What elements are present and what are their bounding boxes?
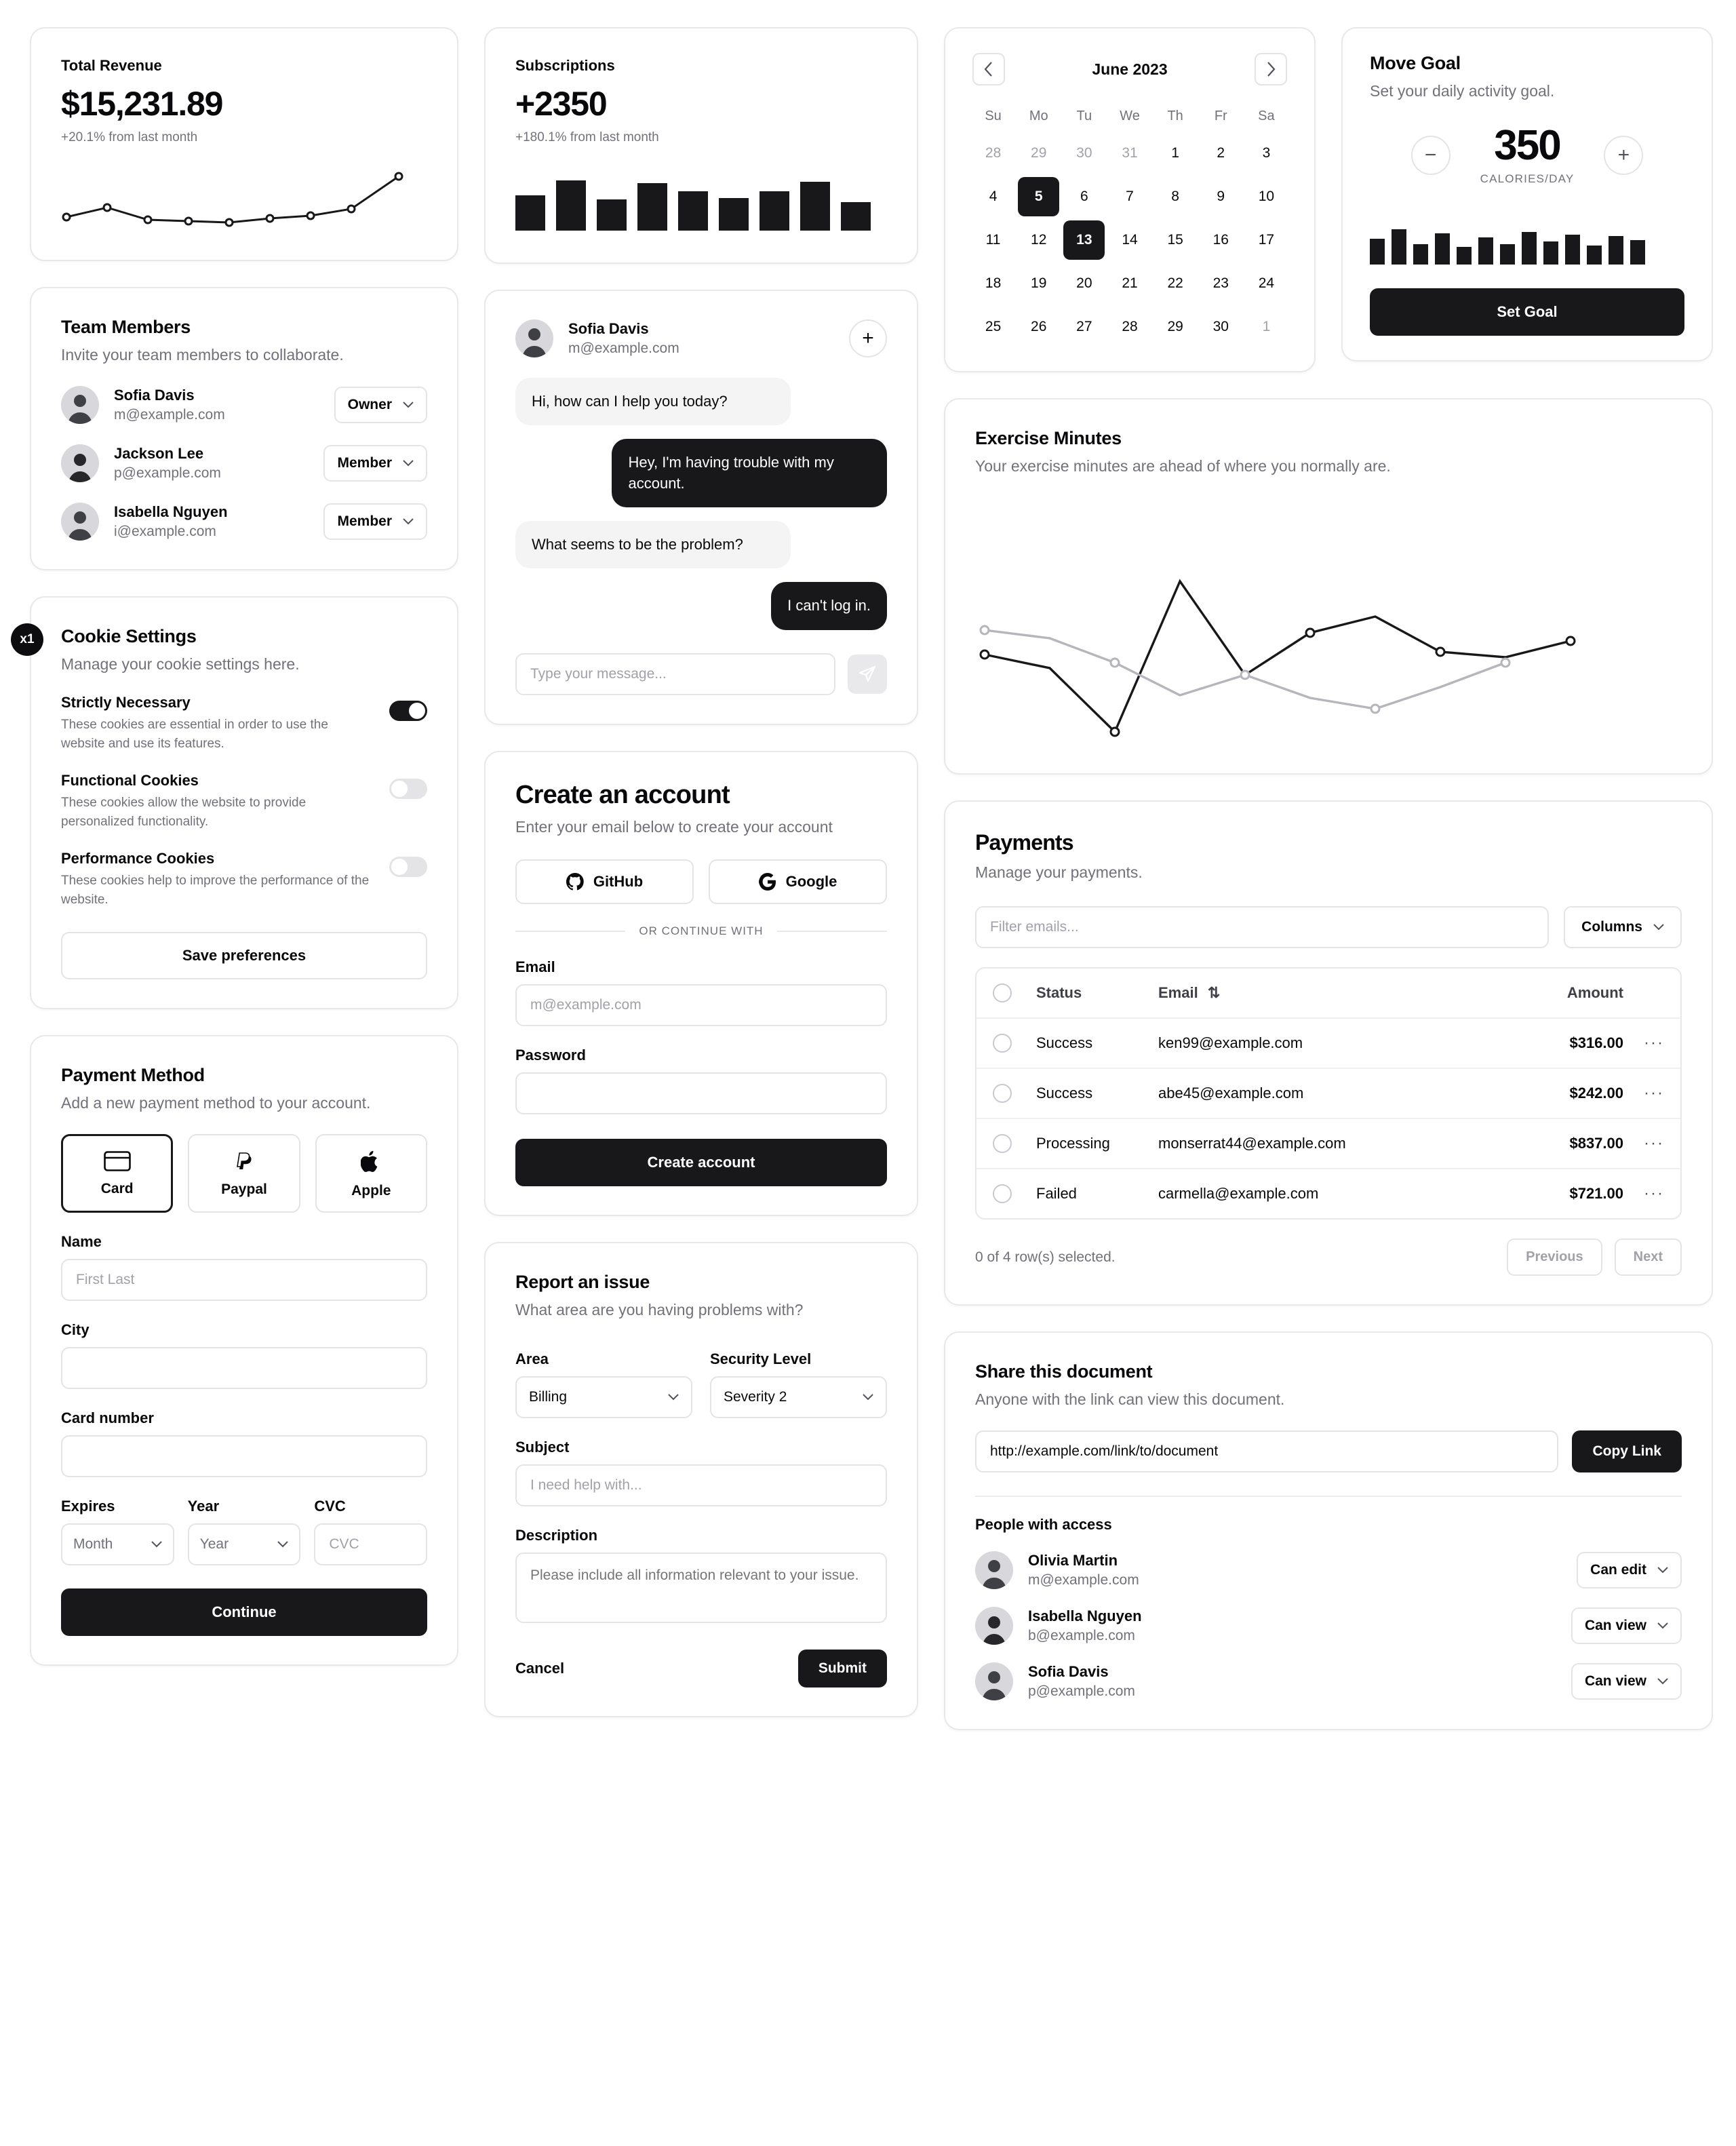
- divider: [975, 1496, 1682, 1497]
- row-email: monserrat44@example.com: [1158, 1135, 1346, 1152]
- security-level-label: Security Level: [710, 1350, 812, 1367]
- calendar-day[interactable]: 30: [1212, 319, 1229, 334]
- card-number-input[interactable]: [61, 1435, 427, 1477]
- subscriptions-delta: +180.1% from last month: [515, 130, 659, 144]
- copy-link-button[interactable]: Copy Link: [1572, 1430, 1682, 1472]
- calendar-day[interactable]: 14: [1122, 232, 1138, 248]
- new-chat-button[interactable]: +: [849, 319, 887, 357]
- calendar-day[interactable]: 4: [989, 189, 998, 204]
- payment-option-card[interactable]: [61, 1134, 173, 1213]
- cookie-toggle-performance[interactable]: [389, 857, 427, 877]
- avatar: [61, 386, 99, 424]
- row-checkbox[interactable]: [993, 1084, 1012, 1103]
- cookie-subtitle: Manage your cookie settings here.: [61, 655, 300, 674]
- calendar-day[interactable]: 1: [1262, 319, 1271, 334]
- member-role-value: Owner: [347, 397, 392, 413]
- cookie-option-desc: These cookies are essential in order to use the website and use its features.: [61, 718, 328, 751]
- expires-year-select[interactable]: [188, 1523, 301, 1565]
- subscriptions-value: +2350: [515, 85, 607, 123]
- payment-option-apple[interactable]: [315, 1134, 427, 1213]
- oauth-buttons: [515, 859, 887, 904]
- chat-message: Hi, how can I help you today?: [515, 378, 791, 425]
- row-amount: $316.00: [1569, 1034, 1623, 1052]
- sort-icon: ⇅: [1207, 984, 1221, 1002]
- chevron-down-icon: [1657, 1567, 1668, 1574]
- cookie-toggle-strictly-necessary[interactable]: [389, 701, 427, 721]
- row-menu-icon[interactable]: ···: [1644, 1134, 1664, 1153]
- row-email: ken99@example.com: [1158, 1034, 1303, 1052]
- subscriptions-card: [484, 27, 918, 264]
- avatar: [61, 444, 99, 482]
- subject-label: Subject: [515, 1438, 570, 1456]
- google-login-label: Google: [785, 872, 837, 890]
- row-status: Success: [1036, 1085, 1093, 1102]
- avatar: [975, 1662, 1013, 1700]
- calendar-day[interactable]: 19: [1031, 275, 1047, 291]
- calendar-day[interactable]: 24: [1258, 275, 1275, 291]
- name-label: Name: [61, 1233, 102, 1251]
- member-role-value: Member: [337, 455, 392, 471]
- calendar-day[interactable]: 17: [1258, 232, 1275, 248]
- column-second: [484, 27, 918, 1717]
- move-goal-title: Move Goal: [1370, 53, 1461, 73]
- calendar-day[interactable]: 18: [985, 275, 1002, 291]
- chevron-down-icon: [668, 1394, 679, 1401]
- calendar-card: [944, 27, 1316, 372]
- row-amount: $242.00: [1569, 1085, 1623, 1102]
- table-row[interactable]: [976, 1069, 1680, 1119]
- access-row: [975, 1662, 1682, 1700]
- select-all-checkbox[interactable]: [993, 983, 1012, 1002]
- total-revenue-delta: +20.1% from last month: [61, 130, 198, 144]
- calendar-dow: Su: [985, 109, 1002, 123]
- continue-button[interactable]: Continue: [61, 1588, 427, 1636]
- total-revenue-title: Total Revenue: [61, 57, 162, 74]
- chat-contact-email: m@example.com: [568, 340, 679, 356]
- create-account-button[interactable]: Create account: [515, 1139, 887, 1186]
- signup-email-input[interactable]: [515, 984, 887, 1026]
- row-menu-icon[interactable]: ···: [1644, 1034, 1664, 1053]
- area-value: Billing: [529, 1388, 568, 1405]
- send-message-button[interactable]: [848, 655, 887, 694]
- rows-selected-text: 0 of 4 row(s) selected.: [975, 1249, 1116, 1265]
- dashboard-board: [20, 27, 1706, 1730]
- member-role-value: Member: [337, 513, 392, 530]
- calendar-dow: Th: [1167, 109, 1183, 123]
- table-row[interactable]: [976, 1119, 1680, 1169]
- cookie-option-name: Strictly Necessary: [61, 694, 191, 711]
- chevron-down-icon: [151, 1541, 162, 1548]
- cancel-button[interactable]: Cancel: [515, 1659, 565, 1677]
- permission-select[interactable]: [1571, 1607, 1682, 1644]
- expires-year-value: Year: [199, 1536, 229, 1553]
- payments-footer: [975, 1238, 1682, 1276]
- row-menu-icon[interactable]: ···: [1644, 1184, 1664, 1203]
- person-name: Olivia Martin: [1028, 1552, 1118, 1569]
- payment-method-card: [30, 1035, 458, 1666]
- avatar: [61, 503, 99, 541]
- row-checkbox[interactable]: [993, 1034, 1012, 1053]
- cookie-toggle-functional[interactable]: [389, 779, 427, 799]
- permission-value: Can view: [1584, 1673, 1646, 1690]
- move-goal-card: [1341, 27, 1713, 362]
- share-document-card: [944, 1331, 1713, 1730]
- calendar-day[interactable]: 1: [1171, 145, 1179, 161]
- avatar: [975, 1607, 1013, 1645]
- cookie-option-row: [61, 694, 427, 753]
- access-row: [975, 1551, 1682, 1589]
- cookie-settings-card: [20, 596, 458, 1009]
- report-subtitle: What area are you having problems with?: [515, 1300, 804, 1319]
- payments-card: [944, 800, 1713, 1306]
- people-with-access-title: People with access: [975, 1516, 1112, 1534]
- cookie-option-name: Performance Cookies: [61, 850, 215, 867]
- calendar-day[interactable]: 26: [1031, 319, 1047, 334]
- member-name: Sofia Davis: [114, 387, 195, 404]
- calendar-dow: Tu: [1076, 109, 1092, 123]
- total-revenue-card: [30, 27, 458, 261]
- columns-button[interactable]: [1564, 906, 1682, 948]
- chevron-down-icon: [403, 460, 414, 467]
- chevron-left-icon: [984, 62, 993, 77]
- calendar-day[interactable]: 27: [1076, 319, 1092, 334]
- calendar-day[interactable]: 22: [1167, 275, 1183, 291]
- signup-password-label: Password: [515, 1046, 586, 1064]
- calendar-day[interactable]: 30: [1076, 145, 1092, 161]
- expires-month-select[interactable]: [61, 1523, 174, 1565]
- repeat-count-badge: x1: [11, 623, 43, 656]
- chat-message: I can't log in.: [771, 582, 887, 629]
- report-actions: [515, 1650, 887, 1687]
- member-email: m@example.com: [114, 407, 225, 423]
- revenue-sparkline-chart: [61, 163, 427, 231]
- oauth-divider: OR CONTINUE WITH: [515, 924, 887, 938]
- column-header-email[interactable]: Email ⇅: [1158, 984, 1221, 1002]
- avatar: [975, 1551, 1013, 1589]
- calendar-day[interactable]: 11: [985, 232, 1001, 248]
- calendar-day[interactable]: 10: [1258, 189, 1275, 204]
- calendar-day[interactable]: 15: [1167, 232, 1183, 248]
- team-member-row: [61, 503, 427, 541]
- team-members-card: [30, 287, 458, 570]
- person-email: b@example.com: [1028, 1628, 1135, 1644]
- calendar-day[interactable]: 25: [985, 319, 1002, 334]
- chevron-down-icon: [1657, 1622, 1668, 1629]
- github-icon: [566, 873, 584, 891]
- report-issue-card: [484, 1242, 918, 1717]
- row-status: Failed: [1036, 1185, 1077, 1203]
- cookie-option-desc: These cookies help to improve the performance of the website.: [61, 874, 370, 907]
- calendar-day[interactable]: 2: [1217, 145, 1225, 161]
- city-input[interactable]: [61, 1347, 427, 1389]
- create-account-title: Create an account: [515, 780, 730, 809]
- goal-stepper: [1370, 122, 1684, 186]
- chat-messages: [515, 378, 887, 630]
- calendar-day[interactable]: 28: [985, 145, 1002, 161]
- payment-option-label: Apple: [351, 1183, 391, 1199]
- chevron-down-icon: [403, 402, 414, 408]
- table-header-row: [976, 969, 1680, 1019]
- security-level-value: Severity 2: [724, 1388, 787, 1405]
- table-row[interactable]: [976, 1169, 1680, 1218]
- credit-card-icon: [104, 1151, 131, 1171]
- calendar-day[interactable]: 3: [1262, 145, 1271, 161]
- row-status: Success: [1036, 1034, 1093, 1052]
- calendar-day[interactable]: 12: [1031, 232, 1047, 248]
- calendar-day[interactable]: 28: [1122, 319, 1138, 334]
- calendar-day[interactable]: 23: [1212, 275, 1229, 291]
- access-row: [975, 1607, 1682, 1645]
- name-input[interactable]: [61, 1259, 427, 1301]
- payment-method-title: Payment Method: [61, 1065, 205, 1086]
- row-amount: $721.00: [1569, 1185, 1623, 1203]
- chevron-right-icon: [1266, 62, 1276, 77]
- calendar-day[interactable]: 31: [1122, 145, 1138, 161]
- increase-goal-button[interactable]: +: [1604, 136, 1643, 175]
- expires-month-value: Month: [73, 1536, 113, 1553]
- subscriptions-title: Subscriptions: [515, 57, 615, 74]
- payment-option-paypal[interactable]: [188, 1134, 300, 1213]
- column-header-amount[interactable]: Amount: [1566, 984, 1623, 1002]
- member-name: Jackson Lee: [114, 445, 204, 463]
- google-login-button[interactable]: [709, 859, 887, 904]
- member-email: p@example.com: [114, 465, 221, 482]
- calendar-day[interactable]: 29: [1167, 319, 1183, 334]
- row-checkbox[interactable]: [993, 1134, 1012, 1153]
- create-account-card: [484, 751, 918, 1216]
- payments-table: [975, 967, 1682, 1220]
- team-subtitle: Invite your team members to collaborate.: [61, 346, 344, 364]
- permission-select[interactable]: [1577, 1552, 1682, 1588]
- calendar-day[interactable]: 6: [1080, 189, 1088, 204]
- payments-controls: [975, 906, 1682, 948]
- payment-method-subtitle: Add a new payment method to your account.: [61, 1094, 371, 1112]
- row-status: Processing: [1036, 1135, 1110, 1152]
- member-role-select[interactable]: [323, 503, 427, 540]
- subscriptions-bar-chart: [515, 163, 887, 234]
- description-textarea[interactable]: [515, 1553, 887, 1623]
- security-level-select[interactable]: [710, 1376, 887, 1418]
- area-label: Area: [515, 1350, 549, 1367]
- team-member-row: [61, 444, 427, 482]
- team-title: Team Members: [61, 317, 191, 337]
- save-preferences-button[interactable]: Save preferences: [61, 932, 427, 979]
- paypal-icon: [233, 1150, 255, 1172]
- github-login-button[interactable]: [515, 859, 694, 904]
- member-role-select[interactable]: [334, 387, 427, 423]
- signup-password-input[interactable]: [515, 1072, 887, 1114]
- person-email: p@example.com: [1028, 1683, 1135, 1700]
- share-title: Share this document: [975, 1361, 1153, 1382]
- submit-button[interactable]: Submit: [798, 1650, 887, 1687]
- github-login-label: GitHub: [593, 872, 644, 890]
- goal-value: 350: [1494, 122, 1560, 170]
- set-goal-button[interactable]: Set Goal: [1370, 288, 1684, 336]
- chat-message-input[interactable]: [515, 653, 835, 695]
- next-month-button[interactable]: [1255, 53, 1287, 85]
- chat-contact-name: Sofia Davis: [568, 320, 649, 337]
- year-label: Year: [187, 1498, 220, 1515]
- member-email: i@example.com: [114, 524, 216, 540]
- chat-card: [484, 290, 918, 725]
- team-member-row: [61, 386, 427, 424]
- person-email: m@example.com: [1028, 1572, 1139, 1588]
- chat-input-row: [515, 653, 887, 695]
- description-label: Description: [515, 1526, 598, 1544]
- city-label: City: [61, 1321, 90, 1339]
- columns-label: Columns: [1581, 919, 1642, 935]
- member-role-select[interactable]: [323, 445, 427, 482]
- calendar-grid: [972, 103, 1287, 347]
- calendar-day[interactable]: 7: [1126, 189, 1134, 204]
- chat-message: Hey, I'm having trouble with my account.: [612, 439, 887, 507]
- cookie-option-row: [61, 772, 427, 831]
- total-revenue-value: $15,231.89: [61, 85, 223, 123]
- calendar-day[interactable]: 20: [1076, 275, 1092, 291]
- cvc-input[interactable]: [314, 1523, 427, 1565]
- exercise-subtitle: Your exercise minutes are ahead of where you normally are.: [975, 457, 1391, 475]
- create-account-subtitle: Enter your email below to create your account: [515, 817, 833, 836]
- row-email: abe45@example.com: [1158, 1085, 1304, 1102]
- calendar-day[interactable]: 9: [1217, 189, 1225, 204]
- calendar-month-label: June 2023: [1092, 60, 1168, 78]
- calendar-day[interactable]: 16: [1212, 232, 1229, 248]
- calendar-day[interactable]: 29: [1031, 145, 1047, 161]
- exercise-title: Exercise Minutes: [975, 428, 1122, 448]
- chevron-down-icon: [1653, 924, 1664, 931]
- member-name: Isabella Nguyen: [114, 503, 228, 521]
- payment-option-label: Paypal: [221, 1182, 267, 1198]
- calendar-day[interactable]: 21: [1122, 275, 1138, 291]
- report-title: Report an issue: [515, 1271, 650, 1292]
- row-checkbox[interactable]: [993, 1184, 1012, 1203]
- permission-select[interactable]: [1571, 1663, 1682, 1700]
- share-link-input[interactable]: [975, 1430, 1558, 1472]
- previous-page-button[interactable]: Previous: [1507, 1238, 1602, 1276]
- chevron-down-icon: [1657, 1678, 1668, 1685]
- google-icon: [759, 873, 776, 891]
- card-number-label: Card number: [61, 1409, 154, 1427]
- permission-value: Can view: [1584, 1618, 1646, 1634]
- person-name: Isabella Nguyen: [1028, 1607, 1142, 1625]
- cookie-option-name: Functional Cookies: [61, 772, 199, 789]
- calendar-header: [972, 53, 1287, 85]
- exercise-line-chart: [975, 497, 1682, 745]
- next-page-button[interactable]: Next: [1615, 1238, 1682, 1276]
- calendar-dow: We: [1120, 109, 1140, 123]
- share-link-row: [975, 1430, 1682, 1472]
- calendar-day-selected[interactable]: 13: [1063, 220, 1105, 260]
- exercise-minutes-card: [944, 398, 1713, 775]
- move-goal-bar-chart: [1370, 206, 1684, 268]
- chat-message: What seems to be the problem?: [515, 521, 791, 568]
- goal-unit: CALORIES/DAY: [1480, 172, 1575, 186]
- row-amount: $837.00: [1569, 1135, 1623, 1152]
- chevron-down-icon: [403, 518, 414, 525]
- chevron-down-icon: [863, 1394, 873, 1401]
- calendar-day[interactable]: 8: [1171, 189, 1179, 204]
- share-subtitle: Anyone with the link can view this document.: [975, 1390, 1285, 1409]
- avatar: [515, 319, 553, 357]
- column-left: [20, 27, 458, 1666]
- table-row[interactable]: [976, 1019, 1680, 1069]
- row-menu-icon[interactable]: ···: [1644, 1084, 1664, 1103]
- expires-label: Expires: [61, 1498, 115, 1515]
- calendar-dow: Fr: [1214, 109, 1227, 123]
- calendar-dow: Sa: [1258, 109, 1275, 123]
- cookie-title: Cookie Settings: [61, 626, 197, 647]
- chevron-down-icon: [277, 1541, 288, 1548]
- previous-month-button[interactable]: [972, 53, 1005, 85]
- calendar-dow: Mo: [1029, 109, 1048, 123]
- decrease-goal-button[interactable]: −: [1411, 136, 1451, 175]
- payments-subtitle: Manage your payments.: [975, 863, 1143, 882]
- move-goal-subtitle: Set your daily activity goal.: [1370, 82, 1555, 100]
- payment-method-options: [61, 1134, 427, 1213]
- payments-title: Payments: [975, 830, 1073, 855]
- signup-email-label: Email: [515, 958, 555, 975]
- row-email: carmella@example.com: [1158, 1185, 1319, 1203]
- column-fourth: [1341, 27, 1713, 362]
- chat-header: [515, 319, 887, 357]
- person-name: Sofia Davis: [1028, 1663, 1109, 1681]
- permission-value: Can edit: [1590, 1562, 1646, 1578]
- filter-emails-input[interactable]: [975, 906, 1549, 948]
- calendar-day-selected[interactable]: 5: [1018, 177, 1059, 216]
- column-header-status[interactable]: Status: [1036, 984, 1082, 1002]
- payment-option-label: Card: [100, 1181, 134, 1197]
- apple-icon: [361, 1150, 381, 1173]
- subject-input[interactable]: [515, 1464, 887, 1506]
- cookie-option-desc: These cookies allow the website to provide personalized functionality.: [61, 796, 307, 829]
- cookie-option-row: [61, 850, 427, 909]
- area-select[interactable]: [515, 1376, 692, 1418]
- cvc-label: CVC: [314, 1498, 346, 1515]
- send-icon: [859, 665, 876, 683]
